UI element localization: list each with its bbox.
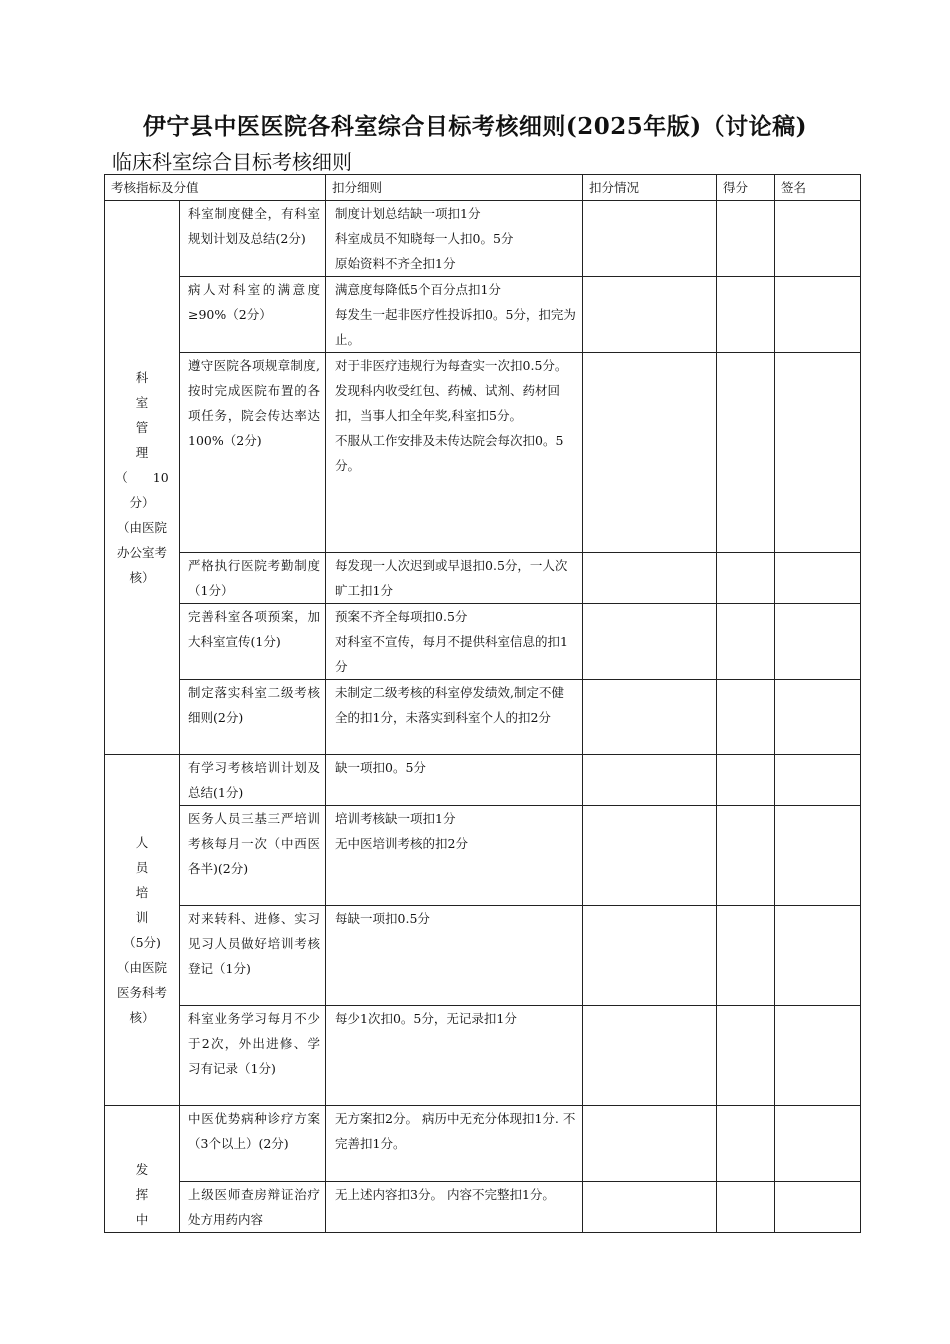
signature-cell[interactable]	[775, 1182, 861, 1233]
category-cell: 人 员 培 训 （5分) （由医院 医务科考 核）	[105, 755, 180, 1106]
deduction-cell[interactable]	[583, 277, 717, 353]
rule-cell: 未制定二级考核的科室停发绩效,制定不健全的扣1分，未落实到科室个人的扣2分	[326, 680, 583, 755]
header-deduction: 扣分情况	[583, 175, 717, 201]
deduction-cell[interactable]	[583, 1106, 717, 1182]
item-cell: 有学习考核培训计划及总结(1分)	[180, 755, 326, 806]
rule-cell: 对于非医疗违规行为每查实一次扣0.5分。 发现科内收受红包、药械、试剂、药材回扣，当事人扣全年奖,科室扣5分。 不服从工作安排及未传达院会每次扣0。5分。	[326, 353, 583, 553]
item-cell: 上级医师查房辩证治疗处方用药内容	[180, 1182, 326, 1233]
header-signature: 签名	[775, 175, 861, 201]
category-cell: 发 挥 中	[105, 1106, 180, 1233]
score-cell[interactable]	[717, 906, 775, 1006]
table-row	[105, 201, 861, 277]
rule-cell: 每缺一项扣0.5分	[326, 906, 583, 1006]
signature-cell[interactable]	[775, 604, 861, 680]
rule-cell: 每发现一人次迟到或早退扣0.5分，一人次旷工扣1分	[326, 553, 583, 604]
rule-cell: 制度计划总结缺一项扣1分 科室成员不知晓每一人扣0。5分 原始资料不齐全扣1分	[326, 201, 583, 277]
rule-cell: 缺一项扣0。5分	[326, 755, 583, 806]
deduction-cell[interactable]	[583, 353, 717, 553]
deduction-cell[interactable]	[583, 806, 717, 906]
item-cell: 严格执行医院考勤制度（1分）	[180, 553, 326, 604]
item-cell: 医务人员三基三严培训考核每月一次（中西医各半)(2分)	[180, 806, 326, 906]
item-cell: 病人对科室的满意度≥90%（2分）	[180, 277, 326, 353]
table-row	[105, 604, 861, 680]
table-row	[105, 806, 861, 906]
table-row	[105, 277, 861, 353]
score-cell[interactable]	[717, 1006, 775, 1106]
signature-cell[interactable]	[775, 1106, 861, 1182]
deduction-cell[interactable]	[583, 553, 717, 604]
signature-cell[interactable]	[775, 353, 861, 553]
score-cell[interactable]	[717, 553, 775, 604]
document-subtitle: 临床科室综合目标考核细则	[112, 150, 352, 174]
score-cell[interactable]	[717, 353, 775, 553]
deduction-cell[interactable]	[583, 906, 717, 1006]
table-row	[105, 1106, 861, 1182]
assessment-table	[104, 174, 861, 1233]
item-cell: 遵守医院各项规章制度,按时完成医院布置的各项任务，院会传达率达100%（2分)	[180, 353, 326, 553]
rule-cell: 无方案扣2分。 病历中无充分体现扣1分. 不完善扣1分。	[326, 1106, 583, 1182]
rule-cell: 无上述内容扣3分。 内容不完整扣1分。	[326, 1182, 583, 1233]
deduction-cell[interactable]	[583, 1006, 717, 1106]
table-row	[105, 1182, 861, 1233]
score-cell[interactable]	[717, 201, 775, 277]
signature-cell[interactable]	[775, 277, 861, 353]
signature-cell[interactable]	[775, 553, 861, 604]
header-indicator: 考核指标及分值	[105, 175, 326, 201]
rule-cell: 每少1次扣0。5分，无记录扣1分	[326, 1006, 583, 1106]
item-cell: 中医优势病种诊疗方案（3个以上）(2分)	[180, 1106, 326, 1182]
document-title: 伊宁县中医医院各科室综合目标考核细则(2025年版)（讨论稿)	[142, 113, 808, 140]
header-score: 得分	[717, 175, 775, 201]
table-row	[105, 1006, 861, 1106]
item-cell: 对来转科、进修、实习见习人员做好培训考核登记（1分)	[180, 906, 326, 1006]
score-cell[interactable]	[717, 277, 775, 353]
score-cell[interactable]	[717, 1182, 775, 1233]
table-header-row	[105, 175, 861, 201]
signature-cell[interactable]	[775, 906, 861, 1006]
category-cell: 科 室 管 理 （ 10 分） （由医院 办公室考 核）	[105, 201, 180, 755]
rule-cell: 预案不齐全每项扣0.5分 对科室不宣传，每月不提供科室信息的扣1分	[326, 604, 583, 680]
item-cell: 完善科室各项预案，加大科室宣传(1分)	[180, 604, 326, 680]
deduction-cell[interactable]	[583, 755, 717, 806]
item-cell: 科室业务学习每月不少于2次，外出进修、学习有记录（1分)	[180, 1006, 326, 1106]
deduction-cell[interactable]	[583, 604, 717, 680]
signature-cell[interactable]	[775, 755, 861, 806]
score-cell[interactable]	[717, 755, 775, 806]
item-cell: 科室制度健全，有科室规划计划及总结(2分)	[180, 201, 326, 277]
signature-cell[interactable]	[775, 1006, 861, 1106]
signature-cell[interactable]	[775, 201, 861, 277]
score-cell[interactable]	[717, 806, 775, 906]
table-row	[105, 755, 861, 806]
deduction-cell[interactable]	[583, 680, 717, 755]
item-cell: 制定落实科室二级考核细则(2分)	[180, 680, 326, 755]
table-row	[105, 353, 861, 553]
table-row	[105, 680, 861, 755]
table-row	[105, 553, 861, 604]
table-row	[105, 906, 861, 1006]
deduction-cell[interactable]	[583, 1182, 717, 1233]
score-cell[interactable]	[717, 604, 775, 680]
score-cell[interactable]	[717, 1106, 775, 1182]
rule-cell: 满意度每降低5个百分点扣1分 每发生一起非医疗性投诉扣0。5分，扣完为止。	[326, 277, 583, 353]
signature-cell[interactable]	[775, 806, 861, 906]
header-rule: 扣分细则	[326, 175, 583, 201]
deduction-cell[interactable]	[583, 201, 717, 277]
rule-cell: 培训考核缺一项扣1分 无中医培训考核的扣2分	[326, 806, 583, 906]
score-cell[interactable]	[717, 680, 775, 755]
signature-cell[interactable]	[775, 680, 861, 755]
